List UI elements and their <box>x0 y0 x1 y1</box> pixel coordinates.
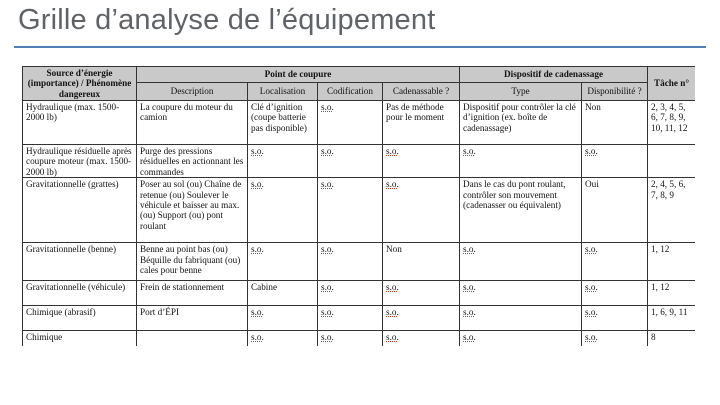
cell-tache: 2, 4, 5, 6, 7, 8, 9 <box>648 178 695 243</box>
cell-codification: s.o. <box>318 101 383 145</box>
equipment-analysis-table <box>22 66 695 346</box>
slide-title: Grille d’analyse de l’équipement <box>18 4 436 36</box>
cell-disponibilite: s.o. <box>582 145 648 178</box>
table-row <box>23 331 696 346</box>
header-codification: Codification <box>318 83 383 101</box>
cell-disponibilite: s.o. <box>582 306 648 331</box>
cell-type: s.o. <box>460 306 582 331</box>
cell-disponibilite: s.o. <box>582 331 648 346</box>
cell-localisation: Cabine <box>248 281 318 306</box>
cell-localisation: s.o. <box>248 331 318 346</box>
cell-source: Chimique (abrasif) <box>23 306 137 331</box>
cell-codification: s.o. <box>318 306 383 331</box>
header-dispositif: Dispositif de cadenassage <box>460 67 648 83</box>
cell-localisation: s.o. <box>248 306 318 331</box>
cell-tache <box>648 145 695 178</box>
cell-source: Gravitationnelle (véhicule) <box>23 281 137 306</box>
cell-codification: s.o. <box>318 331 383 346</box>
header-disponibilite: Disponibilité ? <box>582 83 648 101</box>
header-type: Type <box>460 83 582 101</box>
cell-tache: 8 <box>648 331 695 346</box>
cell-disponibilite: Oui <box>582 178 648 243</box>
cell-cadenassable: s.o. <box>383 178 460 243</box>
cell-disponibilite: Non <box>582 101 648 145</box>
table-row <box>23 101 696 145</box>
cell-description: Benne au point bas (ou) Béquille du fabriquant (ou) cales pour benne <box>137 243 248 281</box>
cell-cadenassable: Non <box>383 243 460 281</box>
cell-description: Purge des pressions résiduelles en actionnant les commandes <box>137 145 248 178</box>
cell-type: s.o. <box>460 281 582 306</box>
header-description: Description <box>137 83 248 101</box>
cell-cadenassable: s.o. <box>383 145 460 178</box>
cell-source: Hydraulique résiduelle après coupure moteur (max. 1500-2000 lb) <box>23 145 137 178</box>
table-row <box>23 243 696 281</box>
cell-localisation: s.o. <box>248 178 318 243</box>
cell-codification: s.o. <box>318 243 383 281</box>
cell-description: Frein de stationnement <box>137 281 248 306</box>
header-localisation: Localisation <box>248 83 318 101</box>
cell-cadenassable: s.o. <box>383 331 460 346</box>
cell-tache: 1, 6, 9, 11 <box>648 306 695 331</box>
cell-disponibilite: s.o. <box>582 281 648 306</box>
table-row <box>23 281 696 306</box>
cell-localisation: Clé d’ignition (coupe batterie pas disponible) <box>248 101 318 145</box>
cell-source: Gravitationnelle (grattes) <box>23 178 137 243</box>
cell-type: Dans le cas du pont roulant, contrôler son mouvement (cadenasser ou équivalent) <box>460 178 582 243</box>
cell-cadenassable: Pas de méthode pour le moment <box>383 101 460 145</box>
cell-cadenassable: s.o. <box>383 281 460 306</box>
title-underline <box>14 46 706 48</box>
cell-source: Chimique <box>23 331 137 346</box>
cell-type: s.o. <box>460 145 582 178</box>
header-point-de-coupure: Point de coupure <box>137 67 460 83</box>
cell-tache: 1, 12 <box>648 281 695 306</box>
cell-type: s.o. <box>460 331 582 346</box>
cell-source: Gravitationnelle (benne) <box>23 243 137 281</box>
table-row <box>23 178 696 243</box>
cell-description: La coupure du moteur du camion <box>137 101 248 145</box>
cell-cadenassable: s.o. <box>383 306 460 331</box>
header-tache: Tâche n° <box>648 67 695 101</box>
cell-description: Port d’ÉPI <box>137 306 248 331</box>
cell-type: s.o. <box>460 243 582 281</box>
cell-codification: s.o. <box>318 281 383 306</box>
cell-disponibilite: s.o. <box>582 243 648 281</box>
cell-codification: s.o. <box>318 178 383 243</box>
table-body <box>23 101 696 346</box>
cell-description: Poser au sol (ou) Chaîne de retenue (ou) Soulever le véhicule et baisser au max. (ou) Support (ou) pont roulant <box>137 178 248 243</box>
cell-tache: 1, 12 <box>648 243 695 281</box>
cell-localisation: s.o. <box>248 145 318 178</box>
cell-type: Dispositif pour contrôler la clé d’ignition (ex. boîte de cadenassage) <box>460 101 582 145</box>
cell-tache: 2, 3, 4, 5, 6, 7, 8, 9, 10, 11, 12 <box>648 101 695 145</box>
cell-localisation: s.o. <box>248 243 318 281</box>
header-source: Source d’énergie (importance) / Phénomène dangereux <box>23 67 137 101</box>
header-cadenassable: Cadenassable ? <box>383 83 460 101</box>
table-row <box>23 145 696 178</box>
cell-description <box>137 331 248 346</box>
cell-codification: s.o. <box>318 145 383 178</box>
table-row <box>23 306 696 331</box>
cell-source: Hydraulique (max. 1500-2000 lb) <box>23 101 137 145</box>
analysis-table-image <box>22 66 695 356</box>
